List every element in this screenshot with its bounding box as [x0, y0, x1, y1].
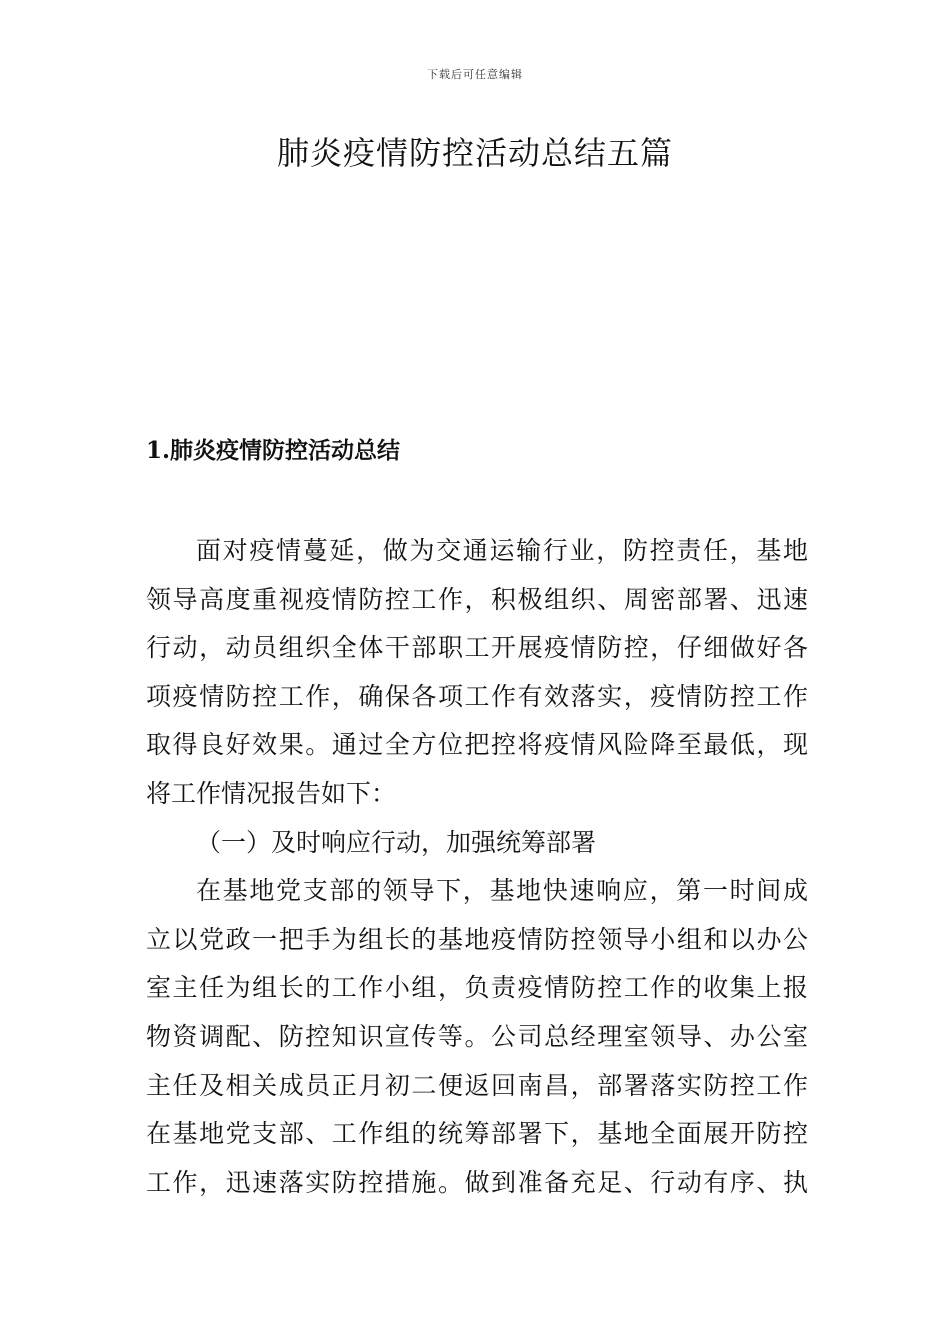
- subsection-heading: （一）及时响应行动，加强统筹部署: [196, 827, 597, 857]
- body-line: 室主任为组长的工作小组，负责疫情防控工作的收集上报: [146, 973, 808, 1003]
- body-line: 物资调配、防控知识宣传等。公司总经理室领导、办公室: [146, 1021, 808, 1051]
- body-line: 领导高度重视疫情防控工作，积极组织、周密部署、迅速: [146, 584, 808, 614]
- body-line: 面对疫情蔓延，做为交通运输行业，防控责任，基地: [196, 536, 808, 565]
- header-note: 下载后可任意编辑: [427, 68, 523, 81]
- body-line: 在基地党支部、工作组的统筹部署下，基地全面展开防控: [146, 1119, 808, 1149]
- body-line: 在基地党支部的领导下，基地快速响应，第一时间成: [196, 876, 808, 906]
- body-line: 取得良好效果。通过全方位把控将疫情风险降至最低，现: [146, 730, 808, 760]
- body-line: 主任及相关成员正月初二便返回南昌，部署落实防控工作: [146, 1070, 808, 1100]
- body-line: 项疫情防控工作，确保各项工作有效落实，疫情防控工作: [146, 681, 808, 711]
- document-title: 肺炎疫情防控活动总结五篇: [276, 134, 673, 172]
- body-line: 工作，迅速落实防控措施。做到准备充足、行动有序、执: [146, 1167, 808, 1197]
- document-body: [146, 527, 808, 1207]
- section-heading: 1.肺炎疫情防控活动总结: [146, 437, 401, 464]
- body-line: 立以党政一把手为组长的基地疫情防控领导小组和以办公: [146, 924, 808, 954]
- body-line: 将工作情况报告如下：: [146, 778, 397, 808]
- body-line: 行动，动员组织全体干部职工开展疫情防控，仔细做好各: [146, 633, 808, 663]
